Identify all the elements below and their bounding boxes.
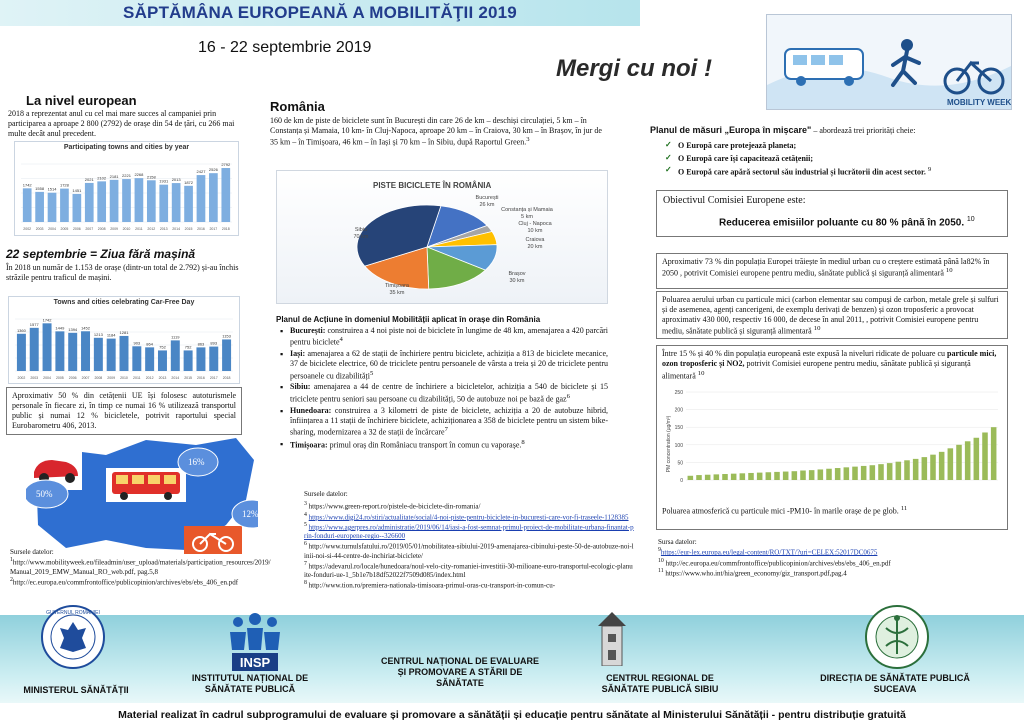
fact-urban-box: Aproximativ 73 % din populația Europei trăiește în mediul urban cu o creștere estimată până la82% în 2050 , potrivit Comisiei europene pentru mediu, sănătate publică și siguranță alimentară $^{10}$ [656,253,1008,289]
pie-slice-label: București [475,195,499,201]
dsp-suceava-logo [864,604,930,670]
european-sources-label: Sursele datelor: [10,548,54,556]
carfree-chart-svg [9,307,239,381]
carfree-year-label: 2004 [43,376,51,381]
romania-source[interactable]: http://www.turnulsfatului.ro/2019/05/01/mobilitatea-sibiului-2019-amenajarea-cibinului-peste-50-de-autobuze-noi-linii-noi-si-44-centre-de-inchiriat-biciclete/ [304,542,634,560]
objective-box: Obiectivul Comisiei Europene este: Reducerea emisiilor poluante cu 80 % până în 2050. $^{10}$ [656,190,1008,237]
participating-year-label: 2017 [209,227,218,232]
pm10-bar [748,473,754,480]
carfree-bar [43,324,52,372]
participating-year-label: 2006 [72,227,81,232]
pm10-bar [792,471,798,480]
carfree-value-label: 1452 [81,325,90,331]
plan-list [280,326,608,452]
participating-year-label: 2007 [85,227,94,232]
participating-value-label: 2792 [221,162,231,168]
pm10-bar [844,467,850,480]
fact-pollution-box: Poluarea aerului urban cu particule mici (carbon elementar sau compuși de carbon, metale grele și sulfuri și de asemenea, agenți cancerigeni, de exemplu derivați de benzen) și ozon troposferic a provocat aproximativ 430 000, respectiv 16 000, de decese în anul 2011, , potrivit Comisiei europene pentru mediu, sănătate publică și siguranță alimentară $^{10}$ [656,291,1008,339]
carfree-bar [30,328,39,371]
participating-bar [23,189,32,223]
pm10-bar [896,462,902,480]
mobility-week-illustration [767,15,1012,110]
pm10-bar [731,473,737,479]
pm10-bar [956,445,962,480]
plan-item-text: primul oraș din Româniacu transport în comun cu vaporașe. [329,440,522,450]
participating-bar [85,183,94,222]
priority-text: O Europă care apără sectorul său industrial și lucrătorii din acest sector. [678,167,926,177]
european-source-1[interactable]: http://www.mobilityweek.eu/fileadmin/user_upload/materials/participation_resources/2019/Manual_2019_EMW_Manual_RO_web.pdf, pag.5,8 [10,558,271,576]
carfree-value-label: 1577 [29,322,39,328]
plan-item-city: Timișoara: [290,440,328,450]
pm10-bar [757,472,763,479]
right-source-9[interactable]: https://eur-lex.europa.eu/legal-content/RO/TXT/?uri=CELEX:52017DC0675 [660,548,878,557]
pm10-y-tick: 50 [677,460,683,467]
romania-intro: 160 de km de piste de biciclete sunt în București din care 26 de km – deschiși circulației, 5 km – în Constanța și Mamaia, 10 km- în Cluj-Napoca, aproape 20 km – în Craiova, 30 km – în Brașov, în jur de 35 km – în Timișoara, 46 km – în Iași și 70 km – în Sibiu, după Raportul Green.$^3$ [270,116,602,148]
carfree-bar [222,340,231,372]
carfree-year-label: 2015 [184,376,193,381]
europe-map-illustration [26,430,258,555]
carfree-year-label: 2017 [209,376,218,381]
plan-item-text: construirea a 4 noi piste noi de biciclete în lungime de 48 km, amenajarea a 420 parcări pentru biciclete [290,326,609,347]
pm10-bar [913,459,919,480]
pm10-bar [991,427,997,480]
plan-label: Planul de măsuri „Europa în mișcare" [650,125,812,135]
carfree-value-label: 1184 [106,332,116,338]
carfree-bar [184,351,193,372]
pm10-bar [982,432,988,480]
participating-bar [184,186,193,222]
romania-heading: România [270,99,325,114]
carfree-bar [68,333,77,371]
sibiu-tower-logo [590,612,634,666]
pm10-bar [835,468,841,480]
priority-text: O Europă care își capacitează cetățenii; [678,153,814,163]
participating-bar [135,179,144,223]
participating-value-label: 2268 [134,172,144,178]
participating-bar [197,175,206,222]
pm10-caption: Poluarea atmosferică cu particule mici -PM10- în marile orașe de pe glob. [662,506,899,516]
org-dsp-suceava: DIRECȚIA DE SĂNĂTATE PUBLICĂ SUCEAVA [820,673,970,694]
pm10-bar [930,454,936,479]
survey-box [6,387,242,435]
priorities-list [665,141,1011,180]
survey-text: Aproximativ 50 % din cetățenii UE își folosesc autoturismele personale în fiecare zi, în timp ce numai 16 % utilizează transportul public și numai 12 % bicicletele, potrivit raportului special Eurobarometru 406, 2013. [12,391,236,430]
priority-text: O Europă care protejează planeta; [678,141,797,150]
carfree-bar [120,336,129,371]
participating-year-label: 2015 [184,227,193,232]
participating-year-label: 2012 [147,227,156,232]
carfree-bar [94,338,103,371]
pm10-bar [965,441,971,480]
participating-value-label: 2181 [109,174,119,180]
event-dates: 16 - 22 septembrie 2019 [198,39,372,56]
participating-value-label: 2158 [146,174,156,180]
org-crsp-sibiu: CENTRUL REGIONAL DE SĂNĂTATE PUBLICĂ SIBIU [601,673,719,694]
pct-car-label: 50% [36,489,53,499]
europe-moving-plan [650,125,1010,136]
carfree-year-label: 2013 [158,376,167,381]
plan-item-city: Iași: [290,349,306,359]
pie-slice-label: Sibiu [354,227,368,233]
participating-bar [35,192,44,222]
pm10-bar [948,448,954,480]
european-heading: La nivel european [26,93,137,108]
participating-year-label: 2002 [23,227,32,232]
carfree-bar [132,347,141,372]
pie-slice-value: 20 km [527,244,543,250]
pm10-bar [939,452,945,480]
pm10-y-tick: 0 [680,477,683,484]
fact-exposure-box: Între 15 % și 40 % din populația europeană este expusă la niveluri ridicate de poluare cu particule mici, ozon troposferic și NO2, potrivit Comisiei europene pentru mediu, sănătate publică și siguranță alimentară $^{10}$ 0 50 100 150 200 250 PM concentration (µg/m³) Poluarea atmosferică cu particule mici -PM10- în marile orașe de pe glob. $^{11}$ [656,345,1008,530]
page-title: SĂPTĂMÂNA EUROPEANĂ A MOBILITĂŢII 2019 [123,3,517,22]
fact-urban-text: Aproximativ 73 % din populația Europei trăiește în mediul urban cu o creștere estimată până la82% în 2050 , potrivit Comisiei europene pentru mediu, sănătate publică și siguranță alimentară [662,257,990,278]
romania-source[interactable]: https://adevarul.ro/locale/hunedoara/noul-velo-city-romaniei-investitii-30-milioane-euro-transportul-ecologic-planuite-fonduri-ue-1_5b1e7b18df52022f7509d085/index.html [304,562,633,580]
objective-text: Reducerea emisiilor poluante cu 80 % până în 2050. [719,216,965,228]
romania-source[interactable]: https://www.green-report.ro/pistele-de-biciclete-din-romania/ [308,502,481,511]
participating-bar [122,179,131,222]
right-source-10[interactable]: http://ec.europa.eu/commfrontoffice/publicopinion/archives/ebs/ebs_406_en.pdf [665,558,891,567]
plan-item-city: Sibiu: [290,382,311,392]
carfree-value-label: 903 [133,340,141,346]
participating-year-label: 2003 [35,227,44,232]
pie-slice-value: 5 km [521,214,533,220]
carfree-year-label: 2007 [81,376,90,381]
pie-slice-value: 35 km [389,290,405,296]
carfree-value-label: 752 [159,344,166,350]
participating-value-label: 1558 [35,186,45,192]
carfree-year-label: 2009 [107,376,116,381]
pct-bike-label: 12% [242,509,258,519]
carfree-bar [171,341,180,372]
participating-value-label: 1742 [22,182,32,188]
pm10-bar [922,457,928,480]
plan-item: ▪ Hunedoara: construirea a 3 kilometri de piste de biciclete, achiziția a 20 de autobuze hibrid, înființarea a 11 stații de închiriere biciclete, achiziționarea a 358 de biciclete pentru un sistem bike-sharing, modernizarea a 32 de stații de încărcare$^7$ [280,406,608,438]
pm10-y-tick: 250 [674,389,683,396]
participating-year-label: 2005 [60,227,69,232]
pm10-bar [688,476,694,480]
participating-value-label: 1931 [159,179,169,185]
carfree-bar [17,334,26,371]
plan-item-text: amenajarea a 44 de centre de închiriere a bicicletelor, achiziția a 540 de biciclete și 15 triciclete pentru seniori sau persoane cu dizabilități, 50 de autobuze noi pe bază de gaz [290,382,608,404]
participating-year-label: 2008 [97,227,106,232]
fact-exposure-a: Între 15 % și 40 % din populația europeană este expusă la niveluri ridicate de poluare cu [662,349,948,358]
participating-chart-svg [15,152,238,232]
carfree-value-label: 864 [146,341,153,347]
participating-year-label: 2014 [172,227,181,232]
pie-slice-label: Brașov [508,271,526,277]
carfree-chart-title: Towns and cities celebrating Car-Free Day [53,299,195,306]
fact-exposure-c: potrivit Comisiei europene pentru mediu, sănătate publică și siguranță alimentară [662,359,971,381]
pm10-bar [714,474,720,480]
pm10-bar [722,474,728,480]
carfree-value-label: 752 [184,344,192,350]
romania-source[interactable]: https://www.digi24.ro/stiri/actualitate/social/4-noi-piste-pentru-biciclete-in-bucuresti-care-vor-fi-traseele-1128385 [308,512,629,521]
carfree-bar [81,332,90,372]
plan-item: ▪ Sibiu: amenajarea a 44 de centre de închiriere a bicicletelor, achiziția a 540 de biciclete și 15 triciclete pentru seniori sau persoane cu dizabilități, 50 de autobuze noi pe bază de gaz$^6$ [280,382,608,404]
carfree-value-label: 1119 [171,334,180,340]
pm10-bar [774,472,780,480]
romania-sources: Sursele datelor: $^3$ https://www.green-report.ro/pistele-de-biciclete-din-romania/ $^4$ https://www.digi24.ro/stiri/actualitate/social/4-noi-piste-pentru-biciclete-in-bucuresti-care-vor-fi-traseele-1128385 $^5$ https://www.agerpres.ro/administratie/2019/06/14/iasi-a-fost-semnat-primul-proiect-de-mobilitate-urbana-finantat-prin-fonduri-europene-regio--326600 $^6$ http://www.turnulsfatului.ro/2019/05/01/mobilitatea-sibiului-2019-amenajarea-cibinului-peste-50-de-autobuze-noi-linii-noi-si-44-centre-de-inchiriat-biciclete/ $^7$ https://adevarul.ro/locale/hunedoara/noul-velo-city-romaniei-investitii-30-milioane-euro-transportul-ecologic-planuite-fonduri-ue-1_5b1e7b18df52022f7509d085/index.html $^8$ http://www.tion.ro/premiera-nationala-timisoara-primul-oras-cu-transport-in-comun-cu- [304,490,634,590]
pm10-bar [887,463,893,480]
european-source-2[interactable]: http://ec.europa.eu/commfrontoffice/publicopinion/archives/ebs/ebs_406_en.pdf [12,577,239,586]
carfree-year-label: 2003 [30,376,39,381]
plan-item: ▪ București: construirea a 4 noi piste noi de biciclete în lungime de 48 km, amenajarea a 420 parcări pentru biciclete$^4$ [280,326,608,348]
pm10-bar [861,466,867,480]
european-intro: 2018 a reprezentat anul cu cel mai mare succes al campaniei prin participarea a aproape 2 800 (2792) de orașe din 54 de țări, cu 266 mai multe decât anul precedent. [6,108,246,140]
priority-item [665,141,1011,151]
participating-year-label: 2013 [159,227,168,232]
org-ministry: MINISTERUL SĂNĂTĂȚII [23,685,129,695]
carfree-value-label: 1213 [93,332,103,338]
pm10-bar [852,466,858,479]
european-sources: Sursele datelor: $^1$http://www.mobilityweek.eu/fileadmin/user_upload/materials/participation_resources/2019/Manual_2019_EMW_Manual_RO_web.pdf, pag.5,8 $^2$http://ec.europa.eu/commfrontoffice/publicopinion/archives/ebs/ebs_406_en.pdf [10,548,271,586]
carfree-bar [209,347,218,371]
participating-year-label: 2009 [110,227,118,232]
pm10-bar [783,471,789,479]
org-insp: INSTITUTUL NAȚIONAL DE SĂNĂTATE PUBLICĂ [191,673,309,694]
participating-value-label: 1872 [184,180,194,186]
carfree-year-label: 2012 [145,376,154,381]
carfree-year-label: 2002 [17,376,26,381]
participating-chart [14,141,239,236]
carfree-chart [8,296,240,384]
plan-item-city: Hunedoara: [290,405,332,415]
carfree-value-label: 1153 [222,333,231,339]
carfree-year-label: 2014 [171,376,180,381]
insp-logo [222,610,288,674]
pm10-bar [809,470,815,480]
pm10-y-tick: 200 [674,407,683,414]
pm10-bar [826,469,832,480]
participating-year-label: 2011 [135,227,143,232]
participating-year-label: 2010 [122,227,131,232]
carfree-bar [107,339,116,371]
participating-bar [48,193,57,222]
government-logo [40,604,106,670]
fact-exposure-b: particule mici, ozon troposferic și NO2, [662,349,997,369]
bike-lanes-chart-title: PISTE BICICLETE ÎN ROMÂNIA [373,181,492,190]
carfree-value-label: 1360 [16,328,26,334]
carfree-value-label: 1449 [55,325,65,331]
pm10-bar [705,475,711,480]
europe-map-panel [26,430,258,555]
participating-bar [172,183,181,222]
pie-slice-label: Cluj - Napoca [518,221,552,227]
carfree-text: În 2018 un număr de 1.153 de orașe (dintr-un total de 2.792) și-au închis străzile pentru traficul de mașini. [6,263,239,282]
participating-value-label: 2526 [208,167,218,173]
romania-source[interactable]: https://www.agerpres.ro/administratie/2019/06/14/iasi-a-fost-semnat-primul-proiect-de-mobilitate-urbana-finantat-prin-fonduri-europene-regio--326600 [304,523,634,541]
right-sources-label: Sursa datelor: [658,538,697,546]
fact-pollution-text: Poluarea aerului urban cu particule mici (carbon elementar sau compuși de carbon, metale grele și sulfuri și de asemenea, agenți cancerigeni, de exemplu derivați de benzen) și ozon troposferic a provocat aproximativ 430 000, respectiv 16 000, de decese în anul 2011, , potrivit Comisiei europene pentru mediu, sănătate publică și siguranță alimentară [662,295,999,336]
pie-slice-label: Constanța și Mamaia [501,207,553,213]
pm10-bar [870,465,876,480]
pm10-y-tick: 150 [674,425,683,432]
mobility-week-logo [766,14,1012,110]
participating-chart-title: Participating towns and cities by year [63,144,190,151]
carfree-year-label: 2010 [120,376,128,381]
carfree-year-label: 2016 [197,376,205,381]
carfree-value-label: 863 [197,341,205,347]
participating-bar [97,182,106,223]
pie-slice-value: 70 km [353,234,369,240]
carfree-year-label: 2006 [68,376,77,381]
participating-value-label: 2021 [84,177,94,183]
carfree-value-label: 1281 [119,330,129,336]
participating-bar [60,189,69,222]
footer-disclaimer: Material realizat în cadrul subprogramului de evaluare și promovare a sănătății și educație pentru sănătate al Ministerului Sănătății - pentru distribuție gratuită [0,703,1024,728]
priority-item [665,154,1011,164]
plan-item-city: București: [290,326,326,335]
bike-lanes-chart [276,170,608,304]
pm10-y-label: PM concentration (µg/m³) [666,415,672,473]
pm10-bar [800,470,806,480]
pie-slice-label: Craiova [525,237,545,243]
pm10-bar [766,472,772,480]
plan-item: ▪ Iași: amenajarea a 62 de stații de închiriere pentru biciclete, achiziția a 813 de biciclete mecanice, 37 de biciclete electrice, 60 de triciclete pentru persoanele de vârsta a treia și 20 de triciclete pentru persoanele cu dizabilități$^5$ [280,349,608,381]
participating-year-label: 2016 [197,227,205,232]
participating-value-label: 2102 [97,175,107,181]
carfree-bar [145,348,154,372]
carfree-bar [55,332,64,372]
org-cnepss: CENTRUL NAȚIONAL DE EVALUARE ȘI PROMOVARE A STĂRII DE SĂNĂTATE [380,656,539,688]
carfree-value-label: 893 [210,340,218,346]
participating-bar [110,180,119,222]
pm10-chart [662,388,1002,500]
pm10-bar [696,475,702,480]
insp-logo-text: INSP [239,655,271,670]
bike-lanes-pie [277,171,609,305]
participating-bar [159,185,168,222]
pm10-y-tick: 100 [674,442,683,449]
participating-year-label: 2004 [48,227,56,232]
objective-label: Obiectivul Comisiei Europene este: [663,195,806,206]
participating-value-label: 1451 [72,188,82,194]
romania-sources-label: Sursele datelor: [304,490,348,498]
pm10-bar [878,464,884,480]
plan-item-text: construirea a 3 kilometri de piste de biciclete, achiziția a 20 de autobuze hibrid, înființarea a 11 stații de închiriere biciclete, achiziționarea a 358 de biciclete pentru un sistem bike-sharing, modernizarea a 32 de stații de încărcare [290,405,608,437]
plan-tail: – abordează trei priorități cheie: [811,126,916,135]
carfree-year-label: 2008 [94,376,103,381]
carfree-bar [158,351,167,372]
right-sources: Sursa datelor: $^9$https://eur-lex.europa.eu/legal-content/RO/TXT/?uri=CELEX:52017DC0675 $^{10}$ http://ec.europa.eu/commfrontoffice/publicopinion/archives/ebs/ebs_406_en.pdf $^{11}$ https://www.who.int/hia/green_economy/giz_transport.pdf,pag.4 [658,538,1018,578]
pie-slice-label: Timișoara [385,283,409,289]
title-banner [0,0,640,26]
logo-text: MOBILITY WEEK [947,98,1012,107]
pm10-bar [974,438,980,480]
right-source-11[interactable]: https://www.who.int/hia/green_economy/giz_transport.pdf,pag.4 [665,569,847,578]
pm10-bar [740,473,746,480]
pm10-bar [904,460,910,480]
pm10-bar [818,469,824,480]
romania-source[interactable]: http://www.tion.ro/premiera-nationala-timisoara-primul-oras-cu-transport-in-comun-cu- [308,581,556,590]
participating-value-label: 2013 [171,177,181,183]
carfree-value-label: 1394 [68,327,78,333]
plan-item-text: amenajarea a 62 de stații de închiriere pentru biciclete, achiziția a 813 de biciclete mecanice, 37 de biciclete electrice, 60 de triciclete pentru persoanele de vârsta a treia și 20 de triciclete pentru persoanele cu dizabilități [290,349,608,381]
plan-heading: Planul de Acțiune în domeniul Mobilității aplicat în orașe din România [276,315,541,324]
participating-value-label: 2427 [196,169,206,175]
motto: Mergi cu noi ! [556,55,712,82]
participating-year-label: 2018 [221,227,230,232]
government-logo-text: GUVERNUL ROMÂNIEI [46,610,100,616]
pct-bus-label: 16% [188,457,205,467]
participating-value-label: 2221 [122,173,131,179]
carfree-bar [196,348,205,372]
participating-value-label: 1728 [59,182,69,188]
participating-bar [147,181,156,223]
carfree-value-label: 1742 [42,317,52,323]
participating-bar [209,174,218,223]
carfree-year-label: 2011 [133,376,141,381]
participating-bar [73,194,82,222]
pie-slice-value: 10 km [527,228,543,234]
carfree-heading: 22 septembrie = Ziua fără mașină [6,247,196,261]
romania-intro-text: 160 de km de piste de biciclete sunt în București din care 26 de km – deschiși circulației, 5 km – în Constanța și Mamaia, 10 km- în Cluj-Napoca, aproape 20 km – în Craiova, 30 km – în Brașov, în jur de 35 km – în Timișoara, 46 km – în Iași și 70 km – în Sibiu, după Raportul Green. [270,116,602,148]
pie-slice-value: 26 km [479,202,495,208]
plan-item: ▪ Timișoara: primul oraș din Româniacu transport în comun cu vaporașe.$^8$ [280,439,608,451]
carfree-year-label: 2005 [55,376,64,381]
participating-value-label: 1514 [47,187,57,193]
carfree-year-label: 2018 [222,376,231,381]
participating-bar [221,168,230,222]
priority-item: ✓ O Europă care apără sectorul său industrial și lucrătorii din acest sector. $^9$ [665,166,1011,177]
pie-slice-value: 30 km [509,278,525,284]
